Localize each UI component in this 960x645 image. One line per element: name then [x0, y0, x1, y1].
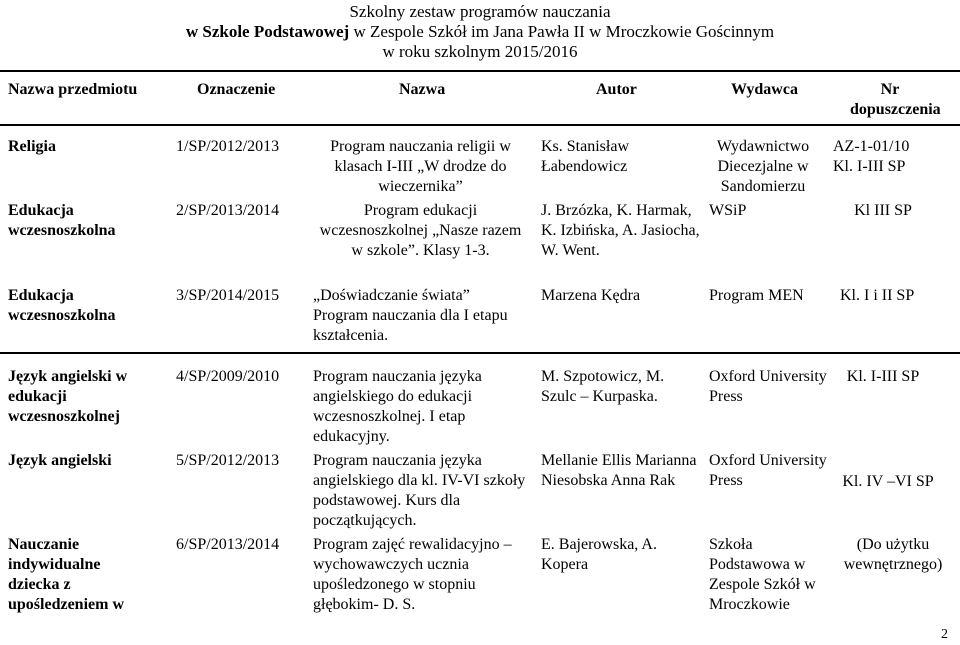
row-nauczanie-code: 6/SP/2013/2014 [176, 536, 280, 553]
header-code: Oznaczenie [197, 81, 276, 98]
row-angielski2-author: Mellanie Ellis Marianna Niesobska Anna Rak [541, 452, 697, 489]
header-subject: Nazwa przedmiotu [8, 81, 138, 98]
row-edukacja2-name: „Doświadczanie świata” Program nauczania dla I etapu kształcenia. [313, 287, 508, 344]
row-nauczanie-subject: Nauczanie indywidualne dziecka z upośledzeniem w [8, 536, 124, 613]
header-approval-line2: dopuszczenia [850, 101, 941, 118]
row-religia-approval: AZ-1-01/10 Kl. I-III SP [833, 138, 910, 175]
row-edukacja1-publisher: WSiP [709, 202, 747, 219]
row-angielski1-subject: Język angielski w edukacji wczesnoszkolnej [8, 368, 128, 425]
row-angielski1-author: M. Szpotowicz, M. Szulc – Kurpaska. [541, 368, 665, 405]
school-name-rest: w Zespole Szkół im Jana Pawła II w Mroczkowie Gościnnym [349, 22, 775, 41]
row-edukacja2-approval: Kl. I i II SP [840, 287, 915, 304]
document-title-line1: Szkolny zestaw programów nauczania [349, 2, 611, 21]
row-nauczanie-author: E. Bajerowska, A. Kopera [541, 536, 657, 573]
row-religia-name: Program nauczania religii w klasach I-III „W drodze do wieczernika” [330, 138, 511, 195]
row-angielski2-publisher: Oxford University Press [709, 452, 827, 489]
row-edukacja1-approval: Kl III SP [854, 202, 912, 219]
row-angielski2-code: 5/SP/2012/2013 [176, 452, 280, 469]
header-name: Nazwa [399, 81, 446, 98]
row-edukacja2-author: Marzena Kędra [541, 287, 641, 304]
row-religia-author: Ks. Stanisław Łabendowicz [541, 138, 629, 175]
row-angielski1-code: 4/SP/2009/2010 [176, 368, 280, 385]
document-title-line2 [0, 22, 960, 42]
row-religia-subject: Religia [8, 138, 56, 155]
page-number: 2 [941, 627, 948, 642]
row-angielski1-approval: Kl. I-III SP [846, 368, 920, 385]
row-nauczanie-name: Program zajęć rewalidacyjno –wychowawczych ucznia upośledzonego w stopniu głębokim- D. S. [313, 536, 512, 613]
row-edukacja1-name: Program edukacji wczesnoszkolnej „Nasze razem w szkole”. Klasy 1-3. [319, 202, 522, 259]
row-religia-publisher: Wydawnictwo Diecezjalne w Sandomierzu [716, 138, 810, 195]
header-approval-line1: Nr [880, 81, 900, 98]
row-angielski2-name: Program nauczania języka angielskiego dla kl. IV-VI szkoły podstawowej. Kurs dla początkujących. [313, 452, 526, 529]
header-divider [0, 124, 960, 126]
row-nauczanie-publisher: Szkoła Podstawowa w Zespole Szkół w Mroczkowie [709, 536, 816, 613]
header-approval [850, 80, 941, 120]
top-divider [0, 70, 960, 72]
header-author: Autor [596, 81, 637, 98]
row-edukacja2-code: 3/SP/2014/2015 [176, 287, 280, 304]
document-title-line3: w roku szkolnym 2015/2016 [382, 42, 578, 61]
row-angielski1-name: Program nauczania języka angielskiego do edukacji wczesnoszkolnej. I etap edukacyjny. [313, 368, 482, 445]
school-name-bold: w Szkole Podstawowej [185, 22, 350, 41]
row-edukacja1-author: J. Brzózka, K. Harmak, K. Izbińska, A. Jasiocha, W. Went. [541, 202, 700, 259]
row-angielski1-publisher: Oxford University Press [709, 368, 827, 405]
row-angielski2-approval: Kl. IV –VI SP [842, 473, 934, 490]
header-publisher: Wydawca [731, 81, 798, 98]
row-nauczanie-approval: (Do użytku wewnętrznego) [843, 536, 943, 573]
section-divider [0, 352, 960, 354]
row-religia-code: 1/SP/2012/2013 [176, 138, 280, 155]
row-angielski2-subject: Język angielski [8, 452, 112, 469]
row-edukacja2-subject: Edukacja wczesnoszkolna [8, 287, 116, 324]
row-edukacja1-code: 2/SP/2013/2014 [176, 202, 280, 219]
row-edukacja1-subject: Edukacja wczesnoszkolna [8, 202, 116, 239]
row-edukacja2-publisher: Program MEN [709, 287, 804, 304]
